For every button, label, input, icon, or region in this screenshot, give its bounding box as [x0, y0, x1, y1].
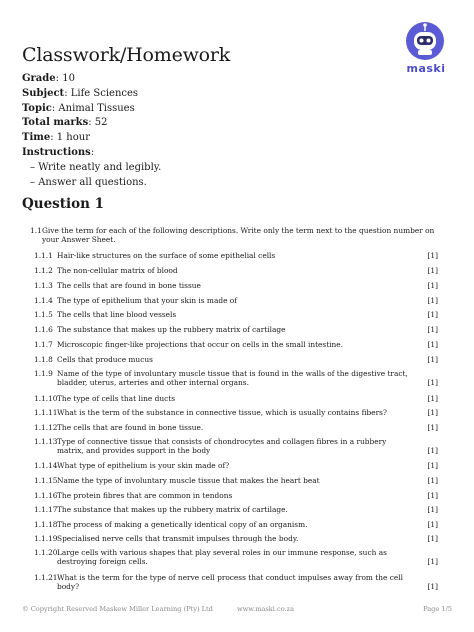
question-item: [34, 394, 438, 403]
item-mark: [1]: [427, 266, 438, 275]
item-mark: [1]: [427, 446, 438, 456]
intro-number: 1.1: [30, 226, 42, 235]
item-number: 1.1.4: [34, 296, 53, 305]
item-number: 1.1.8: [34, 355, 53, 364]
robot-icon: [406, 22, 444, 60]
topic-value: Animal Tissues: [58, 102, 135, 114]
item-mark: [1]: [427, 476, 438, 485]
question-item: [34, 520, 438, 529]
item-mark: [1]: [427, 281, 438, 290]
question-title: Question 1: [22, 196, 105, 212]
item-text: Type of connective tissue that consists of chondrocytes and collagen fibres in a rubbery matrix, and provides support in the body: [57, 437, 387, 456]
item-mark: [1]: [427, 582, 438, 592]
item-text: The cells that line blood vessels: [57, 310, 177, 319]
item-mark: [1]: [427, 394, 438, 403]
question-item: [34, 476, 438, 485]
total-marks-row: Total marks: 52: [22, 117, 108, 129]
item-text: The substance that makes up the rubbery matrix of cartilage.: [57, 505, 288, 514]
item-number: 1.1.17: [34, 505, 58, 514]
question-item: [34, 296, 438, 305]
item-number: 1.1.21: [34, 573, 58, 582]
grade-row: Grade: 10: [22, 73, 75, 84]
question-item: [34, 266, 438, 275]
topic-label: Topic: [22, 102, 52, 114]
intro-text: Give the term for each of the following descriptions. Write only the term next to the question number on your Answer Sheet.: [42, 226, 435, 245]
grade-label: Grade: [22, 73, 56, 84]
item-text: The protein fibres that are common in tendons: [57, 491, 233, 500]
time-row: Time: 1 hour: [22, 132, 90, 144]
item-mark: [1]: [427, 408, 438, 417]
item-number: 1.1.11: [34, 408, 58, 417]
question-item: [34, 491, 438, 500]
question-item: [34, 408, 438, 417]
item-number: 1.1.13: [34, 437, 58, 446]
question-item: [34, 369, 438, 387]
item-mark: [1]: [427, 461, 438, 470]
instructions-row: Instructions:: [22, 146, 95, 158]
total-marks-value: 52: [94, 117, 108, 129]
item-mark: [1]: [427, 355, 438, 364]
question-item: [34, 573, 438, 591]
item-number: 1.1.3: [34, 281, 53, 290]
item-mark: [1]: [427, 340, 438, 349]
question-item: [34, 423, 438, 432]
footer-page-number: Page 1/5: [423, 605, 452, 613]
item-number: 1.1.9: [34, 369, 53, 378]
item-text: Hair-like structures on the surface of some epithelial cells: [57, 251, 276, 260]
item-number: 1.1.7: [34, 340, 53, 349]
item-text: The type of cells that line ducts: [57, 394, 175, 403]
item-text: What type of epithelium is your skin made of?: [57, 461, 230, 470]
footer-copyright: © Copyright Reserved Maskew Miller Learning (Pty) Ltd: [22, 605, 213, 613]
time-value: 1 hour: [56, 132, 90, 144]
item-number: 1.1.10: [34, 394, 58, 403]
question-item: [34, 548, 438, 566]
item-text: What is the term of the substance in connective tissue, which is usually contains fibers?: [57, 408, 387, 417]
logo-badge: [406, 22, 444, 60]
question-item: [34, 534, 438, 543]
item-number: 1.1.5: [34, 310, 53, 319]
item-text: The cells that are found in bone tissue: [57, 281, 201, 290]
item-mark: [1]: [427, 505, 438, 514]
question-item: [34, 437, 438, 455]
item-number: 1.1.19: [34, 534, 58, 543]
question-item: [34, 310, 438, 319]
item-mark: [1]: [427, 423, 438, 432]
subject-row: Subject: Life Sciences: [22, 87, 139, 99]
item-text: The substance that makes up the rubbery matrix of cartilage: [57, 325, 286, 334]
instruction-item: – Answer all questions.: [30, 176, 161, 191]
maski-logo: [402, 22, 450, 78]
item-mark: [1]: [427, 491, 438, 500]
item-mark: [1]: [427, 296, 438, 305]
time-label: Time: [22, 132, 51, 144]
item-text: The cells that are found in bone tissue.: [57, 423, 204, 432]
item-text: Name the type of involuntary muscle tissue that makes the heart beat: [57, 476, 320, 485]
question-item: [34, 325, 438, 334]
item-text: Cells that produce mucus: [57, 355, 153, 364]
item-number: 1.1.15: [34, 476, 58, 485]
instruction-item: – Write neatly and legibly.: [30, 161, 161, 176]
item-number: 1.1.14: [34, 461, 58, 470]
item-text: Microscopic finger-like projections that occur on cells in the small intestine.: [57, 340, 344, 349]
item-number: 1.1.6: [34, 325, 53, 334]
question-item: [34, 340, 438, 349]
item-text: Specialised nerve cells that transmit impulses through the body.: [57, 534, 299, 543]
question-item: [34, 505, 438, 514]
question-intro: [30, 226, 450, 245]
page-title: Classwork/Homework: [22, 44, 231, 66]
item-number: 1.1.1: [34, 251, 53, 260]
question-item: [34, 281, 438, 290]
footer-website[interactable]: www.maski.co.za: [237, 605, 295, 613]
item-mark: [1]: [427, 534, 438, 543]
item-mark: [1]: [427, 520, 438, 529]
item-number: 1.1.18: [34, 520, 58, 529]
item-mark: [1]: [427, 557, 438, 567]
subject-value: Life Sciences: [70, 87, 139, 99]
item-number: 1.1.12: [34, 423, 58, 432]
item-number: 1.1.20: [34, 548, 58, 557]
item-text: What is the term for the type of nerve cell process that conduct impulses away from the cell body?: [57, 573, 403, 592]
item-text: The process of making a genetically identical copy of an organism.: [57, 520, 308, 529]
topic-row: Topic: Animal Tissues: [22, 102, 135, 114]
item-mark: [1]: [427, 325, 438, 334]
item-text: Name of the type of involuntary muscle tissue that is found in the walls of the digestive tract, bladder, uterus, arteries and other internal organs.: [57, 369, 408, 388]
item-text: Large cells with various shapes that play several roles in our immune response, such as destroying foreign cells.: [57, 548, 387, 567]
item-mark: [1]: [427, 378, 438, 388]
logo-text: maski: [406, 62, 446, 75]
instructions-list: [30, 161, 161, 191]
question-item: [34, 251, 438, 260]
item-text: The non-cellular matrix of blood: [57, 266, 178, 275]
subject-label: Subject: [22, 87, 65, 99]
item-number: 1.1.2: [34, 266, 53, 275]
item-mark: [1]: [427, 251, 438, 260]
question-item: [34, 461, 438, 470]
assessment-details: [22, 72, 161, 190]
question-item: [34, 355, 438, 364]
item-text: The type of epithelium that your skin is made of: [57, 296, 237, 305]
item-mark: [1]: [427, 310, 438, 319]
item-number: 1.1.16: [34, 491, 58, 500]
total-marks-label: Total marks: [22, 117, 89, 129]
grade-value: 10: [62, 73, 75, 84]
instructions-label: Instructions: [22, 146, 91, 158]
